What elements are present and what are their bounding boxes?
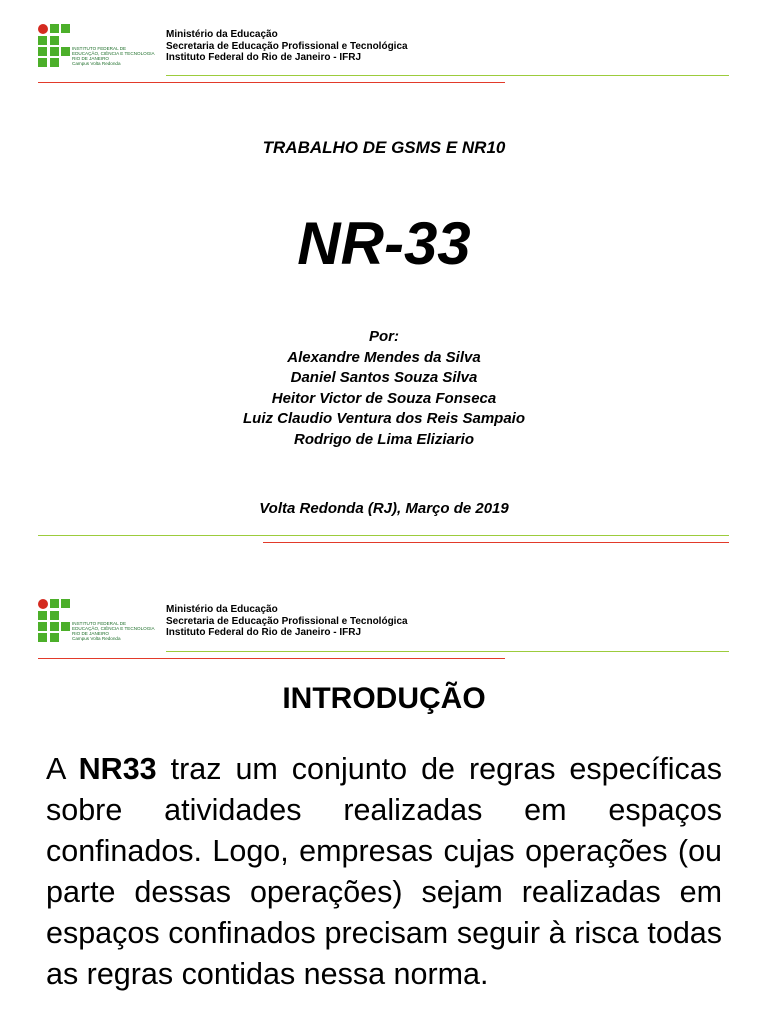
logo-text-line: Campus Volta Redonda <box>72 636 121 641</box>
logo-text-line: RIO DE JANEIRO <box>72 631 110 636</box>
header-line: Secretaria de Educação Profissional e Tecnológica <box>166 40 408 52</box>
header-institution <box>166 29 408 64</box>
author-name: Luiz Claudio Ventura dos Reis Sampaio <box>243 410 525 427</box>
header-rule-green <box>166 75 729 76</box>
header-line: Secretaria de Educação Profissional e Tecnológica <box>166 615 408 627</box>
footer-rule-red <box>263 542 729 543</box>
para-prefix: A <box>46 752 79 786</box>
intro-paragraph <box>46 749 722 995</box>
author-list <box>0 327 768 450</box>
footer-rule-green <box>38 535 729 536</box>
header-rule-red <box>38 82 505 83</box>
header-rule-green <box>166 651 729 652</box>
header-institution <box>166 604 408 639</box>
header-line: Ministério da Educação <box>166 29 278 40</box>
para-bold-term: NR33 <box>78 752 157 786</box>
header-line: Ministério da Educação <box>166 604 278 615</box>
place-date: Volta Redonda (RJ), Março de 2019 <box>259 500 509 517</box>
logo-text-line: INSTITUTO FEDERAL DE <box>72 46 127 51</box>
page-title: NR-33 <box>297 210 471 277</box>
by-label: Por: <box>369 328 399 345</box>
para-body: traz um conjunto de regras específicas sobre atividades realizadas em espaços confinados. Logo, empresas cujas operações (ou parte dessas operações) sejam realizadas em espaços confinados precisam seguir à risca todas as regras contidas nessa norma. <box>46 752 723 991</box>
author-name: Alexandre Mendes da Silva <box>287 348 481 366</box>
ifrj-logo <box>38 24 155 70</box>
logo-text-line: Campus Volta Redonda <box>72 61 121 66</box>
author-name: Heitor Victor de Souza Fonseca <box>271 389 497 407</box>
logo-text-line: EDUCAÇÃO, CIÊNCIA E TECNOLOGIA <box>72 626 155 631</box>
subject-title: TRABALHO DE GSMS E NR10 <box>262 138 506 157</box>
logo-text-line: RIO DE JANEIRO <box>72 56 110 61</box>
logo-text-line: INSTITUTO FEDERAL DE <box>72 621 127 626</box>
author-name: Daniel Santos Souza Silva <box>290 369 478 386</box>
section-heading: INTRODUÇÃO <box>282 682 486 715</box>
header-line: Instituto Federal do Rio de Janeiro - IFRJ <box>166 52 362 63</box>
header-rule-red <box>38 658 505 659</box>
header-line: Instituto Federal do Rio de Janeiro - IFRJ <box>166 627 362 638</box>
ifrj-logo <box>38 599 155 645</box>
slide-introduction <box>0 575 768 1024</box>
logo-text-line: EDUCAÇÃO, CIÊNCIA E TECNOLOGIA <box>72 51 155 56</box>
author-name: Rodrigo de Lima Eliziario <box>293 430 475 448</box>
